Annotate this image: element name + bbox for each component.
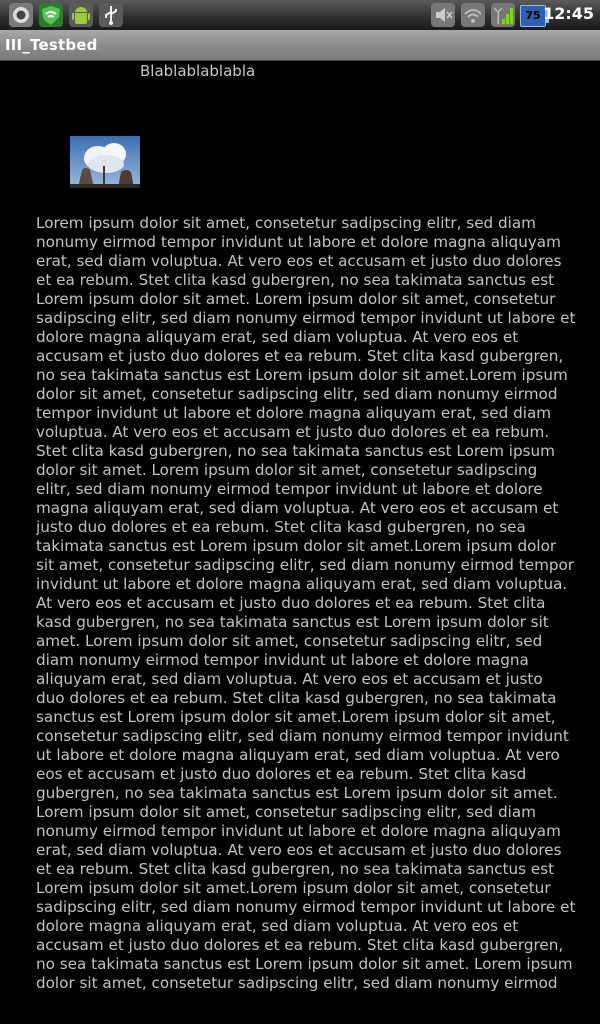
signal-icon bbox=[490, 2, 516, 28]
wifi-icon bbox=[460, 2, 486, 28]
content-header: Blablablablabla bbox=[140, 62, 256, 80]
mute-icon bbox=[430, 2, 456, 28]
usb-icon bbox=[98, 2, 124, 28]
status-bar bbox=[0, 0, 600, 30]
app-title-bar bbox=[0, 30, 600, 61]
wifi-shield-icon bbox=[38, 2, 64, 28]
android-debug-icon bbox=[68, 2, 94, 28]
cooling-towers-image bbox=[70, 136, 140, 188]
body-text: Lorem ipsum dolor sit amet, consetetur sadipscing elitr, sed diam nonumy eirmod tempor invidunt ut labore et dolore magna aliquyam erat, sed diam voluptua. At vero eos et accusam et justo duo dolores et ea rebum. Stet clita kasd gubergren, no sea takimata sanctus est Lorem ipsum dolor sit amet. Lorem ipsum dolor sit amet, consetetur sadipscing elitr, sed diam nonumy eirmod tempor invidunt ut labore et dolore magna aliquyam erat, sed diam voluptua. At vero eos et accusam et justo duo dolores et ea rebum. Stet clita kasd gubergren, no sea takimata sanctus est Lorem ipsum dolor sit amet.Lorem ipsum dolor sit amet, consetetur sadipscing elitr, sed diam nonumy eirmod tempor invidunt ut labore et dolore magna aliquyam erat, sed diam voluptua. At vero eos et accusam et justo duo dolores et ea rebum. Stet clita kasd gubergren, no sea takimata sanctus est Lorem ipsum dolor sit amet. Lorem ipsum dolor sit amet, consetetur sadipscing elitr, sed diam nonumy eirmod tempor invidunt ut labore et dolore magna aliquyam erat, sed diam voluptua. At vero eos et accusam et justo duo dolores et ea rebum. Stet clita kasd gubergren, no sea takimata sanctus est Lorem ipsum dolor sit amet.Lorem ipsum dolor sit amet, consetetur sadipscing elitr, sed diam nonumy eirmod tempor invidunt ut labore et dolore magna aliquyam erat, sed diam voluptua. At vero eos et accusam et justo duo dolores et ea rebum. Stet clita kasd gubergren, no sea takimata sanctus est Lorem ipsum dolor sit amet. Lorem ipsum dolor sit amet, consetetur sadipscing elitr, sed diam nonumy eirmod tempor invidunt ut labore et dolore magna aliquyam erat, sed diam voluptua. At vero eos et accusam et justo duo dolores et ea rebum. Stet clita kasd gubergren, no sea takimata sanctus est Lorem ipsum dolor sit amet.Lorem ipsum dolor sit amet, consetetur sadipscing elitr, sed diam nonumy eirmod tempor invidunt ut labore et dolore magna aliquyam erat, sed diam voluptua. At vero eos et accusam et justo duo dolores et ea rebum. Stet clita kasd gubergren, no sea takimata sanctus est Lorem ipsum dolor sit amet. Lorem ipsum dolor sit amet, consetetur sadipscing elitr, sed diam nonumy eirmod tempor invidunt ut labore et dolore magna aliquyam erat, sed diam voluptua. At vero eos et accusam et justo duo dolores et ea rebum. Stet clita kasd gubergren, no sea takimata sanctus est Lorem ipsum dolor sit amet.Lorem ipsum dolor sit amet, consetetur sadipscing elitr, sed diam nonumy eirmod tempor invidunt ut labore et dolore magna aliquyam erat, sed diam voluptua. At vero eos et accusam et justo duo dolores et ea rebum. Stet clita kasd gubergren, no sea takimata sanctus est Lorem ipsum dolor sit amet. Lorem ipsum dolor sit amet, consetetur sadipscing elitr, sed diam nonumy eirmod bbox=[36, 214, 576, 992]
status-clock: 12:45 bbox=[543, 4, 594, 23]
app-title: III_Testbed bbox=[5, 36, 98, 54]
battery-level: 75 bbox=[525, 9, 541, 22]
camera-icon bbox=[8, 2, 34, 28]
